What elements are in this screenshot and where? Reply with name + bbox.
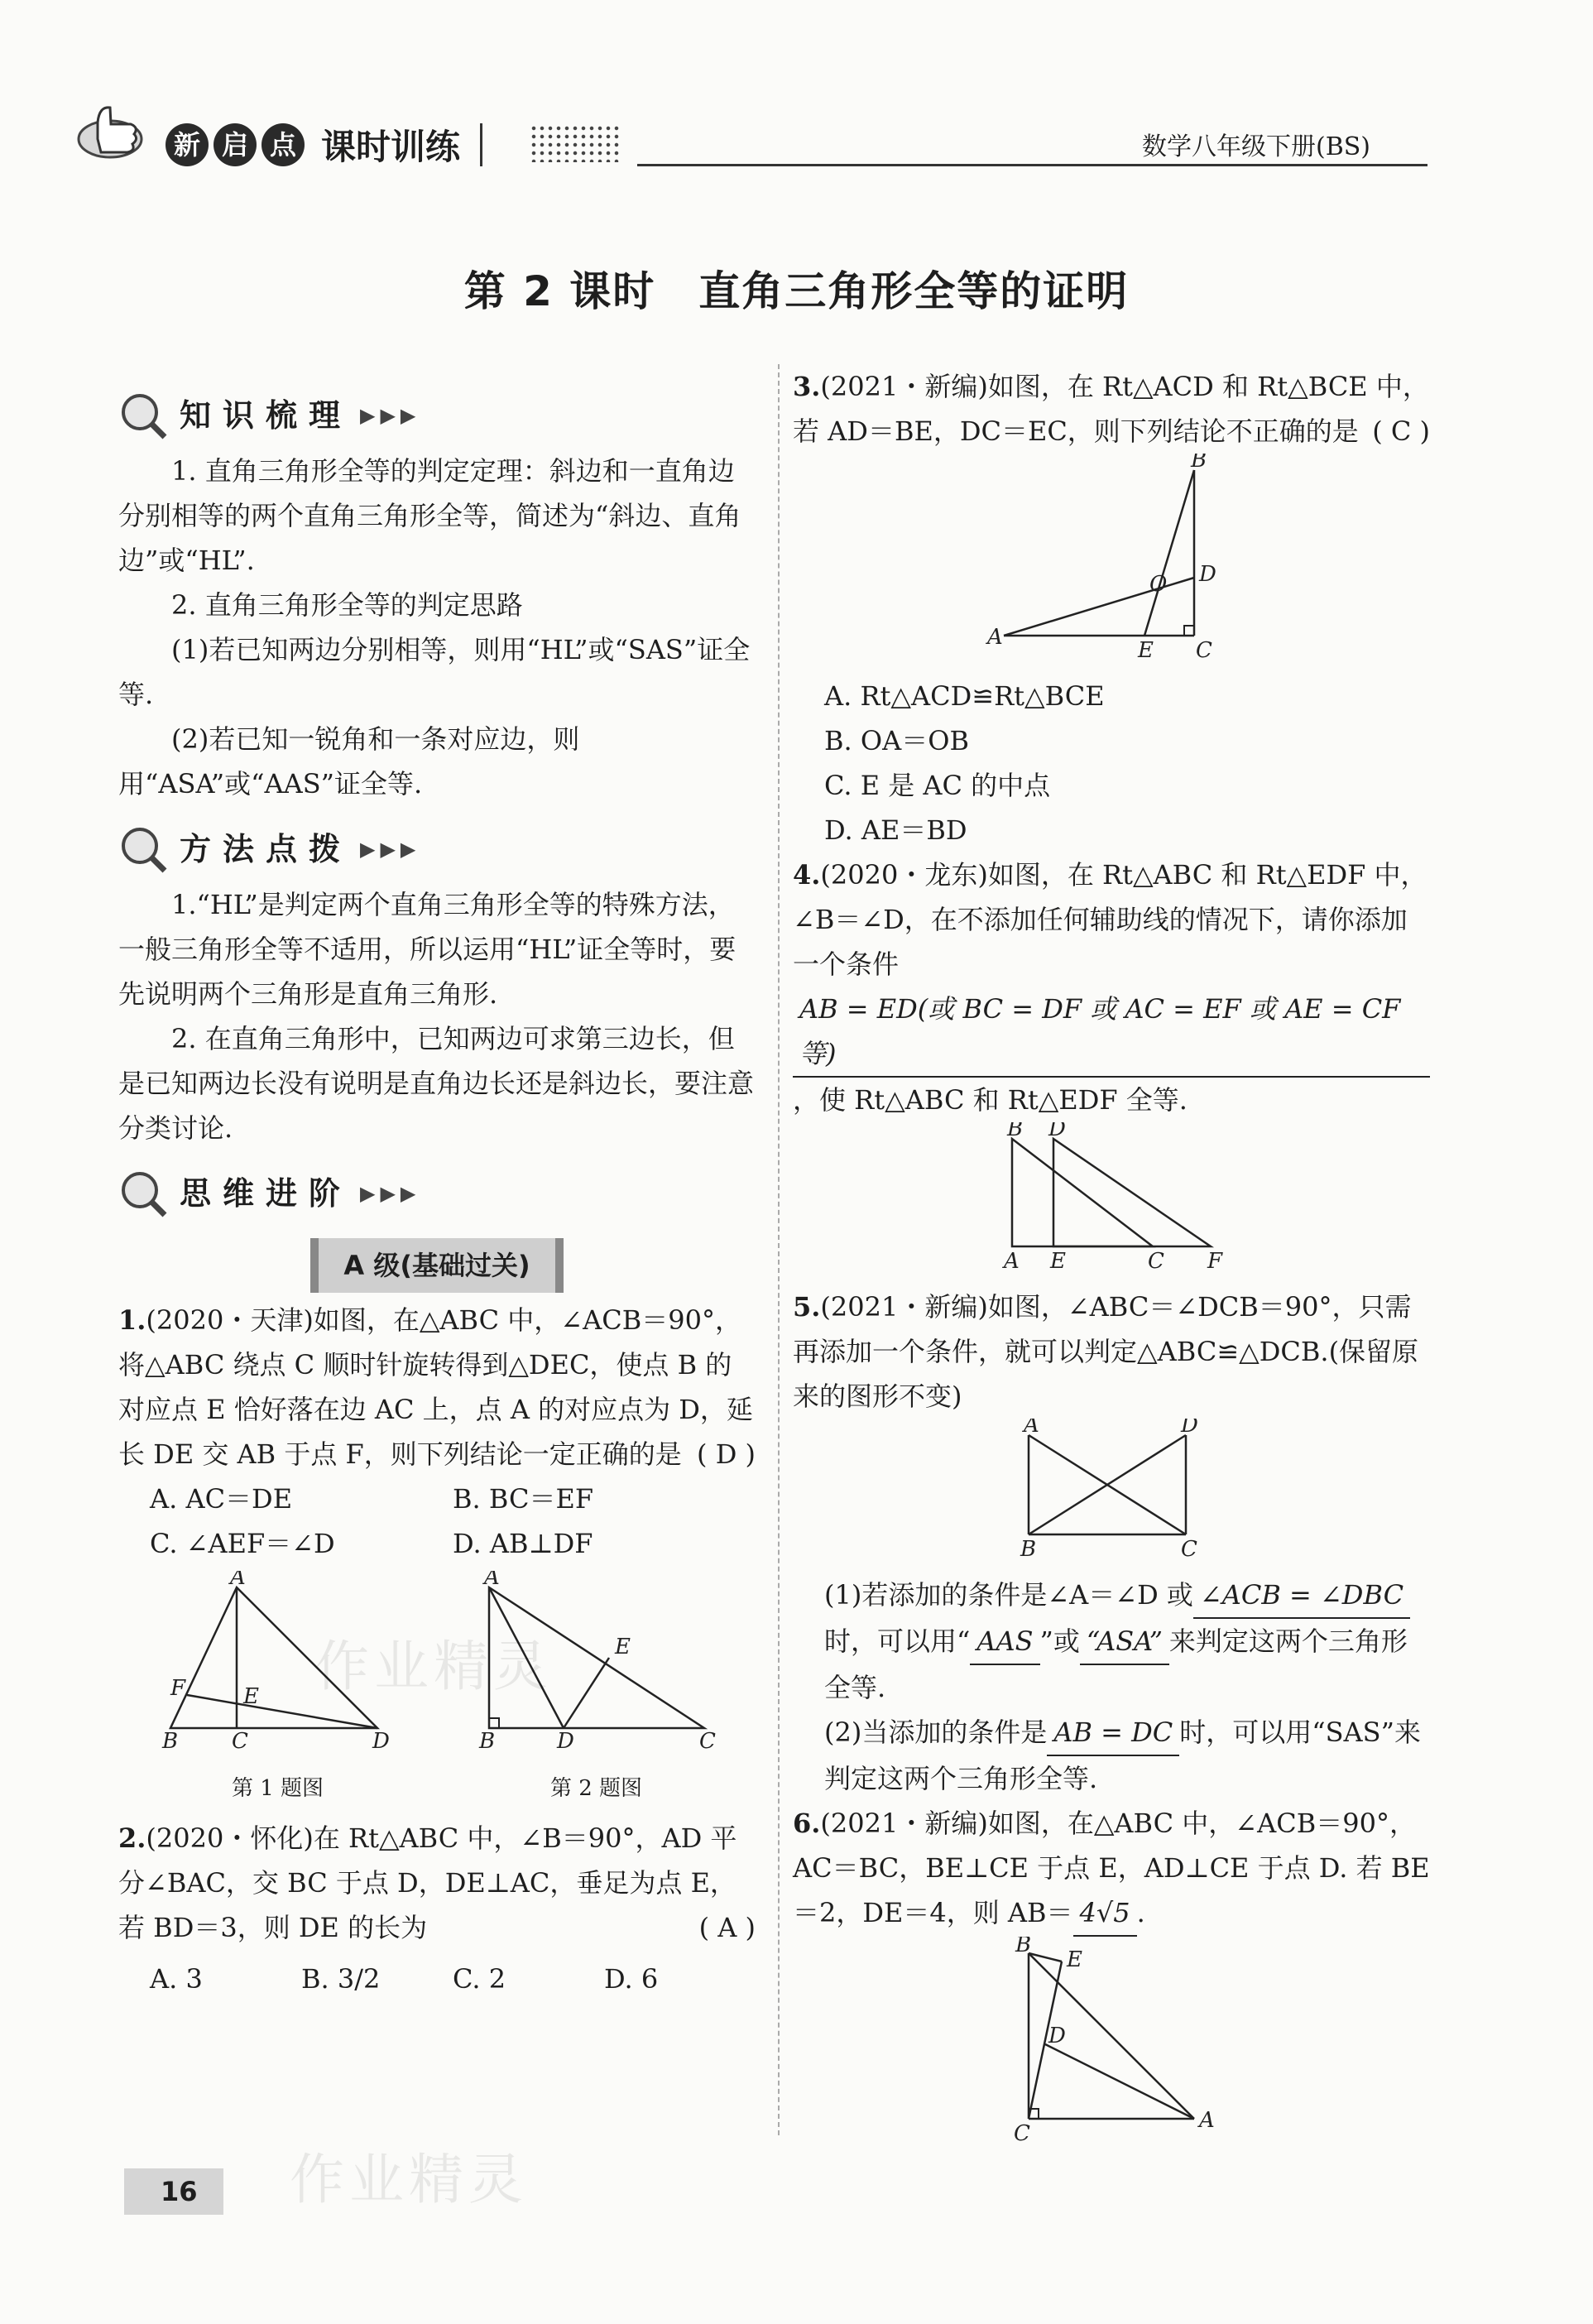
fig5-label-b: B [1020,1537,1037,1559]
q6-text: (2021・新编)如图，在△ABC 中，∠ACB＝90°，AC＝BC，BE⊥CE 于点 E，AD⊥CE 于点 D. 若 BE＝2，DE＝4，则 AB＝ [793,1808,1430,1928]
q1-number: 1. [118,1304,146,1336]
header-rule [637,164,1427,166]
fig5-label-a: A [1024,1419,1039,1438]
fig5-label-d: D [1181,1419,1198,1438]
fig4-label-f: F [1207,1249,1223,1271]
q5-sub2 [793,1710,1430,1801]
figure-q1-caption: 第 1 题图 [231,1776,324,1801]
header-dot-pattern [530,124,621,162]
left-column [118,382,756,2001]
header-separator [480,123,482,166]
figure-q4-diagram [987,1122,1236,1271]
q3-answer: ( C ) [1372,415,1430,447]
q2-answer: ( A ) [698,1912,756,1943]
fig1-label-b: B [161,1729,178,1753]
figure-q3-diagram [979,454,1244,660]
figure-q2-caption: 第 2 题图 [549,1776,643,1801]
q5-s1-c: ”或 [1039,1625,1080,1657]
q5-number: 5. [793,1291,821,1323]
fig3-label-b: B [1191,454,1207,473]
fig2-label-d: D [556,1729,574,1753]
fig5-label-c: C [1181,1537,1197,1559]
q5-s1-blank2: AAS [970,1619,1039,1665]
q3-option-d: D. AE＝BD [824,814,967,846]
q1-text: (2020・天津)如图，在△ABC 中，∠ACB＝90°，将△ABC 绕点 C 顺时针旋转得到△DEC，使点 B 的对应点 E 恰好落在边 AC 上，点 A 的对应点为 D，延长 DE 交 AB 于点 F，则下列结论一定正确的是 [118,1304,753,1470]
fig4-label-e: E [1050,1249,1066,1271]
fig3-label-c: C [1196,638,1212,660]
question-3 [793,364,1430,454]
fig4-label-c: C [1148,1249,1164,1271]
thumbs-up-logo-icon [73,98,147,164]
q1-option-b: B. BC＝EF [453,1483,594,1515]
q4-number: 4. [793,859,821,891]
question-2 [118,1816,756,1950]
knowledge-p1: 1. 直角三角形全等的判定定理：斜边和一直角边分别相等的两个直角三角形全等，简述为“斜边、直角边”或“HL”. [118,455,741,576]
q2-option-a: A. 3 [150,1963,203,1995]
fig3-line-eb [1144,470,1194,636]
section-method [118,816,756,882]
fig3-label-a: A [987,625,1003,650]
q2-option-c: C. 2 [453,1963,506,1995]
q1-options-row2 [118,1521,756,1566]
arrows-icon: ▶▶▶ [360,1182,421,1205]
q3-number: 3. [793,371,821,402]
q2-number: 2. [118,1822,146,1854]
figure-q5-diagram [1004,1419,1219,1559]
fig1-label-e: E [242,1684,259,1709]
fig2-label-e: E [614,1635,631,1659]
fig2-line-de [564,1658,609,1728]
brand-char-3: 点 [262,123,305,166]
arrows-icon: ▶▶▶ [360,404,421,427]
magnifier-icon [118,391,168,440]
question-1 [118,1298,756,1477]
page-title: 第 2 课时 直角三角形全等的证明 [463,267,1130,315]
question-4 [793,852,1430,1122]
fig1-label-a: A [229,1571,246,1590]
question-5 [793,1284,1430,1419]
fig2-label-a: A [483,1571,500,1590]
fig2-right-angle-b [489,1718,499,1728]
fig1-label-f: F [170,1676,185,1701]
fig3-right-angle-c [1184,626,1194,636]
method-p1: 1.“HL”是判定两个直角三角形全等的特殊方法，一般三角形全等不适用，所以运用“HL”证全等时，要先说明两个三角形是直角三角形. [118,889,737,1010]
section-knowledge-label: 知识梳理 [180,397,353,434]
q1-option-c: C. ∠AEF＝∠D [150,1528,335,1559]
brand-banner [166,120,482,170]
q5-s1-blank1: ∠ACB = ∠DBC [1193,1573,1410,1619]
q6-end: . [1136,1897,1145,1928]
q4-text-after: ，使 Rt△ABC 和 Rt△EDF 全等. [793,1084,1188,1116]
q3-option-a: A. Rt△ACD≌Rt△BCE [824,680,1105,712]
knowledge-p4: (2)若已知一锐角和一条对应边，则用“ASA”或“AAS”证全等. [118,723,580,799]
fig1-label-d: D [372,1729,390,1753]
q2-option-b: B. 3/2 [301,1963,381,1995]
figure-q6-diagram [996,1937,1227,2144]
level-badge: A 级(基础过关) [310,1238,563,1293]
q4-text-before: (2020・龙东)如图，在 Rt△ABC 和 Rt△EDF 中，∠B＝∠D，在不添加任何辅助线的情况下，请你添加一个条件 [793,859,1427,980]
section-knowledge [118,382,756,449]
fig3-label-o: O [1149,572,1168,597]
fig4-label-a: A [1004,1249,1020,1271]
q2-text: (2020・怀化)在 Rt△ABC 中，∠B＝90°，AD 平分∠BAC，交 BC 于点 D，DE⊥AC，垂足为点 E，若 BD＝3，则 DE 的长为 [118,1822,737,1943]
section-method-label: 方法点拨 [180,831,353,867]
q3-option-b: B. OA＝OB [824,725,969,756]
fig6-label-b: B [1015,1937,1032,1957]
right-column [793,364,1430,2157]
question-6 [793,1801,1430,1937]
q4-answer-blank: AB = ED(或 BC = DF 或 AC = EF 或 AE = CF 等) [793,987,1430,1078]
arrows-icon: ▶▶▶ [360,838,421,861]
series-name: 课时训练 [321,127,461,167]
q1-option-d: D. AB⊥DF [453,1528,593,1559]
q5-s1-blank3: “ASA” [1080,1619,1169,1665]
page-number: 16 [124,2168,223,2215]
fig1-label-c: C [231,1729,248,1753]
q5-text: (2021・新编)如图，∠ABC＝∠DCB＝90°，只需再添加一个条件，就可以判定△ABC≌△DCB.(保留原来的图形不变) [793,1291,1419,1412]
brand-char-1: 新 [166,123,209,166]
fig6-label-a: A [1199,2108,1215,2133]
fig3-label-e: E [1138,638,1154,660]
fig3-label-d: D [1199,562,1216,587]
q3-text: (2021・新编)如图，在 Rt△ACD 和 Rt△BCE 中，若 AD＝BE，DC＝EC，则下列结论不正确的是 [793,371,1429,447]
watermark-1: 作业精灵 [314,1635,553,1698]
fig4-label-b: B [1007,1122,1024,1141]
q5-s1-d: 来判定这两个三角形全等. [824,1625,1408,1703]
q5-s1-a: (1)若添加的条件是∠A＝∠D 或 [824,1579,1193,1611]
fig6-line-ad [1045,2044,1194,2119]
knowledge-p3: (1)若已知两边分别相等，则用“HL”或“SAS”证全等. [118,634,751,710]
section-advance [118,1160,756,1227]
q5-s1-b: 时，可以用“ [824,1625,971,1657]
q6-number: 6. [793,1808,821,1839]
q5-s2-b: 时，可以用“SAS”来判定这两个三角形全等. [824,1717,1421,1794]
q1-options-row1 [118,1477,756,1521]
q5-s2-a: (2)当添加的条件是 [824,1717,1048,1748]
knowledge-p2: 2. 直角三角形全等的判定思路 [171,589,523,621]
subject-label: 数学八年级下册(BS) [1142,132,1371,161]
q6-answer-blank: 4√5 [1073,1890,1137,1937]
fig2-label-c: C [698,1729,716,1753]
q1-option-a: A. AC＝DE [150,1483,293,1515]
watermark-2: 作业精灵 [290,2148,528,2211]
fig4-label-d: D [1048,1122,1066,1141]
fig6-label-c: C [1014,2121,1030,2144]
method-p2: 2. 在直角三角形中，已知两边可求第三边长，但是已知两边长没有说明是直角边长还是斜边长，要注意分类讨论. [118,1023,755,1144]
fig6-label-e: E [1067,1947,1082,1972]
fig2-label-b: B [478,1729,495,1753]
q2-options [118,1957,756,2001]
fig6-label-d: D [1048,2024,1066,2048]
q2-option-d: D. 6 [604,1963,659,1995]
column-divider [778,364,780,2135]
magnifier-icon [118,824,168,874]
magnifier-icon [118,1169,168,1218]
q5-s2-blank: AB = DC [1047,1710,1179,1756]
brand-char-2: 启 [214,123,257,166]
q3-option-c: C. E 是 AC 的中点 [824,770,1051,801]
section-advance-label: 思维进阶 [180,1175,353,1212]
q5-sub1 [793,1573,1430,1710]
q1-answer: ( D ) [697,1438,756,1470]
